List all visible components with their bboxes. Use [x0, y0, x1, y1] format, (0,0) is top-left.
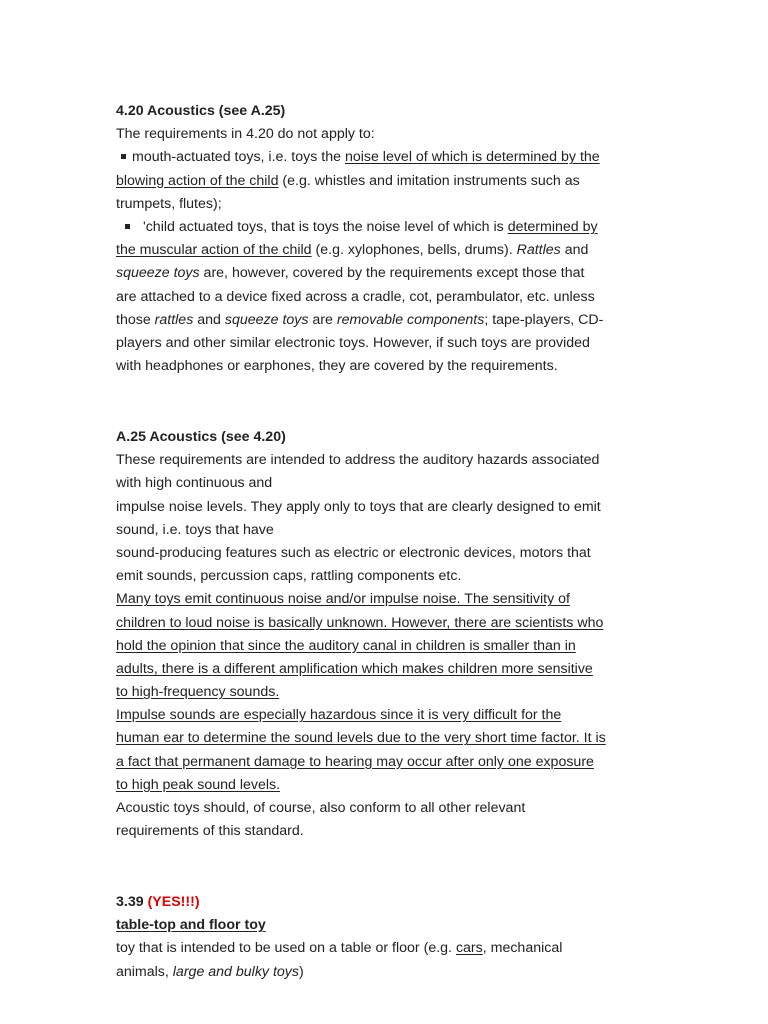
section-heading-4-20: 4.20 Acoustics (see A.25) — [116, 103, 286, 119]
text-line: with headphones or earphones, they are covered by the requirements. — [116, 358, 558, 375]
text-line: emit sounds, percussion caps, rattling components etc. — [116, 568, 462, 585]
underlined-line: a fact that permanent damage to hearing may occur after only one exposure — [116, 753, 594, 770]
text-line: players and other similar electronic toys. However, if such toys are provided — [116, 334, 590, 351]
section-3-39 — [116, 891, 676, 984]
bullet-child-actuated: 'child actuated toys, that is toys the noise level of which is determined by — [116, 216, 676, 239]
section-4-20 — [116, 100, 676, 378]
bullet-square-icon — [125, 224, 130, 229]
text-line: with high continuous and — [116, 475, 273, 492]
bullet-mouth-actuated: mouth-actuated toys, i.e. toys the noise level of which is determined by the — [116, 146, 676, 169]
yes-highlight: (YES!!!) — [147, 894, 200, 910]
underlined-line: Impulse sounds are especially hazardous since it is very difficult for the — [116, 707, 562, 724]
section-heading-a-25: A.25 Acoustics (see 4.20) — [116, 429, 286, 445]
underlined-line: human ear to determine the sound levels due to the very short time factor. It is — [116, 730, 606, 747]
underlined-line: adults, there is a different amplification which makes children more sensitive — [116, 660, 593, 677]
text-line: squeeze toys are, however, covered by the requirements except those that — [116, 265, 585, 282]
text-line: the muscular action of the child (e.g. xylophones, bells, drums). Rattles and — [116, 242, 589, 259]
section-a-25 — [116, 426, 676, 843]
underlined-line: to high peak sound levels. — [116, 776, 281, 793]
definition-text: animals, large and bulky toys) — [116, 963, 304, 980]
text-line: requirements of this standard. — [116, 823, 304, 840]
text-line: trumpets, flutes); — [116, 195, 222, 212]
text-line: blowing action of the child (e.g. whistles and imitation instruments such as — [116, 172, 580, 189]
text-line: Acoustic toys should, of course, also conform to all other relevant — [116, 800, 526, 816]
section-intro: The requirements in 4.20 do not apply to: — [116, 126, 375, 143]
text-line: impulse noise levels. They apply only to toys that are clearly designed to emit — [116, 498, 601, 515]
text-line: are attached to a device fixed across a cradle, cot, perambulator, etc. unless — [116, 288, 595, 305]
definition-text: toy that is intended to be used on a table or floor (e.g. cars, mechanical — [116, 940, 563, 957]
text-line: These requirements are intended to address the auditory hazards associated — [116, 452, 600, 469]
text-line: sound, i.e. toys that have — [116, 521, 274, 538]
definition-term: table-top and floor toy — [116, 917, 266, 934]
text-line: those rattles and squeeze toys are removable components; tape-players, CD- — [116, 311, 604, 328]
bullet-square-icon — [121, 154, 126, 159]
underlined-line: children to loud noise is basically unknown. However, there are scientists who — [116, 614, 604, 631]
underlined-line: hold the opinion that since the auditory canal in children is smaller than in — [116, 637, 576, 654]
underlined-line: to high-frequency sounds. — [116, 684, 280, 701]
section-heading-3-39: 3.39 (YES!!!) — [116, 894, 200, 910]
text-line: sound-producing features such as electric or electronic devices, motors that — [116, 544, 591, 561]
underlined-line: Many toys emit continuous noise and/or impulse noise. The sensitivity of — [116, 591, 570, 608]
